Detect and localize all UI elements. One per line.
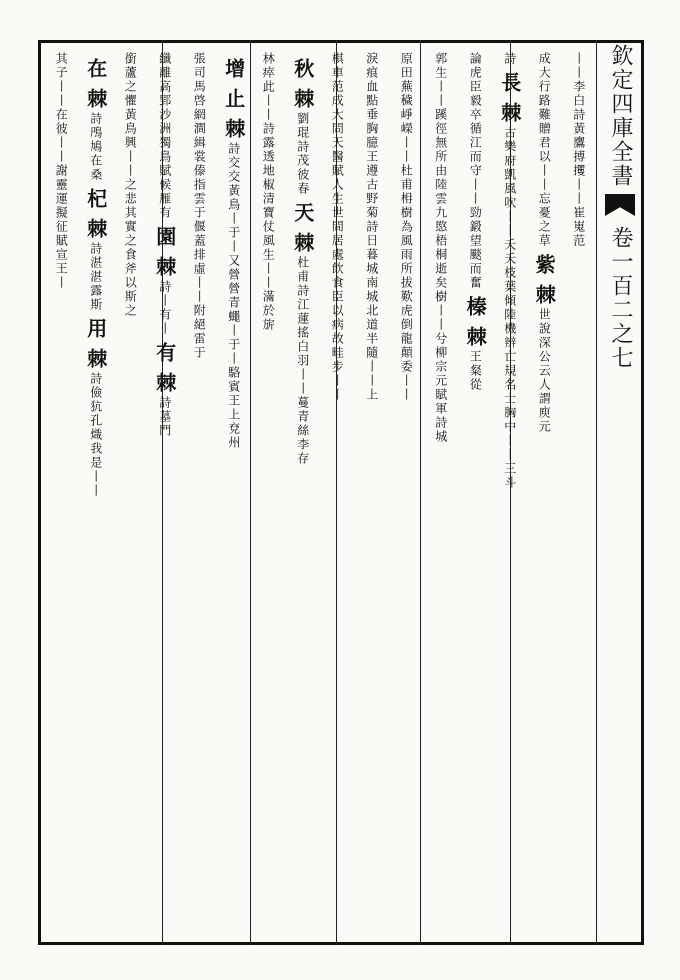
text-column bbox=[148, 52, 183, 937]
margin-rule bbox=[596, 40, 597, 945]
text-column bbox=[424, 52, 459, 937]
text-column bbox=[182, 52, 217, 937]
text-column bbox=[562, 52, 597, 937]
text-column bbox=[389, 52, 424, 937]
headword: 杞 bbox=[83, 188, 108, 208]
headword: 棘 bbox=[290, 232, 315, 252]
text-run: 王粲從 bbox=[468, 350, 483, 392]
text-run: 郭生丨丨蹊徑無所由陸雲九愍梧桐逝矣樹丨丨兮柳宗元賦 bbox=[433, 52, 448, 402]
headword: 棘 bbox=[532, 284, 557, 304]
text-run: 淚痕血點垂胸臆王遵古野菊詩日暮城南城北道半隨丨丨上 bbox=[364, 52, 379, 402]
headword: 有 bbox=[152, 342, 177, 362]
text-column bbox=[527, 52, 562, 937]
headword: 棘 bbox=[463, 326, 488, 346]
text-run: 棋車范成大問天醫賦人生世間居處飲食臣以病故畦步丨丨 bbox=[330, 52, 345, 402]
headword: 用 bbox=[83, 318, 108, 338]
text-run: 論虎臣毅卒循江而守丨丨勁鍛望颷而奮 bbox=[468, 52, 483, 290]
text-run: 謝靈運擬征賦宣王丨 bbox=[54, 164, 69, 290]
text-run: 原田蕪穢崢嶸丨丨杜甫枏樹為風雨所拔歎虎倒龍顛委丨丨 bbox=[399, 52, 414, 402]
text-run: 在彼丨丨 bbox=[54, 108, 69, 164]
headword: 園 bbox=[152, 226, 177, 246]
text-run: 劉琨詩茂彼春 bbox=[295, 112, 310, 196]
text-run: 杜甫詩江蓮搖白羽丨丨蔓青絲李存 bbox=[295, 256, 310, 466]
headword: 紫 bbox=[532, 254, 557, 274]
text-run: 詩交交黃鳥丨于丨又營營青蠅丨于丨駱賓王上兗州 bbox=[226, 142, 241, 450]
text-run: 銜蘆之懼黃鳥興丨丨之悲 bbox=[123, 52, 138, 206]
headword: 榛 bbox=[463, 296, 488, 316]
text-run: 其子丨丨 bbox=[54, 52, 69, 108]
text-run: 詩丨有丨 bbox=[157, 280, 172, 336]
text-run: 古樂府凱風吹丨丨夭夭枝葉傾陸機辨亡 bbox=[502, 126, 517, 364]
headword: 長 bbox=[497, 72, 522, 92]
text-run: 詩湛湛露斯 bbox=[88, 242, 103, 312]
text-run: 成大行路難贈君以丨丨忘憂之草 bbox=[537, 52, 552, 248]
text-run: 林瘁此丨丨 bbox=[261, 52, 276, 122]
text-column bbox=[458, 52, 493, 937]
text-column bbox=[320, 52, 355, 937]
headword: 棘 bbox=[221, 118, 246, 138]
text-run: 詩露透地椒清寶仗風生丨丨滿於旂 bbox=[261, 122, 276, 332]
headword: 棘 bbox=[152, 256, 177, 276]
headword: 天 bbox=[290, 202, 315, 222]
text-run: 規名士胸中丨丨三斗 bbox=[502, 364, 517, 490]
headword: 止 bbox=[221, 88, 246, 108]
text-run: 詩墓門 bbox=[157, 396, 172, 438]
text-column bbox=[113, 52, 148, 937]
headword: 增 bbox=[221, 58, 246, 78]
text-run: 張司馬啓網澗緝裳傣指雲于偃蓋排虛丨丨附絕雷于 bbox=[192, 52, 207, 360]
text-column bbox=[251, 52, 286, 937]
text-column bbox=[79, 52, 114, 937]
text-run: 丨丨李白詩黃鷹搏攫丨丨崔嵬范 bbox=[571, 52, 586, 248]
text-run: 斧以斯之 bbox=[123, 262, 138, 318]
text-run: 詩儉犺孔熾我是丨丨 bbox=[88, 372, 103, 498]
text-run: 詩鳲鳩在桑 bbox=[88, 112, 103, 182]
text-run: 世說深公云人謂庾元 bbox=[537, 308, 552, 434]
headword: 棘 bbox=[497, 102, 522, 122]
volume-label: 卷一百二之七 bbox=[608, 226, 633, 370]
book-title: 欽定四庫全書 bbox=[608, 44, 633, 188]
headword: 棘 bbox=[83, 88, 108, 108]
text-column bbox=[286, 52, 321, 937]
headword: 在 bbox=[83, 58, 108, 78]
headword: 秋 bbox=[290, 58, 315, 78]
headword: 棘 bbox=[152, 372, 177, 392]
text-column bbox=[493, 52, 528, 937]
text-run: 軍詩城 bbox=[433, 402, 448, 444]
headword: 棘 bbox=[83, 348, 108, 368]
text-column bbox=[217, 52, 252, 937]
page-margin bbox=[600, 44, 640, 944]
headword: 棘 bbox=[290, 88, 315, 108]
text-column bbox=[44, 52, 79, 937]
text-run: 詩 bbox=[502, 52, 517, 66]
text-column bbox=[355, 52, 390, 937]
headword: 棘 bbox=[83, 218, 108, 238]
fishtail-mark-icon bbox=[605, 194, 635, 216]
text-run: 其實之食 bbox=[123, 206, 138, 262]
text-run: 纖離高郢沙洲獨鳥賦候雁有 bbox=[157, 52, 172, 220]
